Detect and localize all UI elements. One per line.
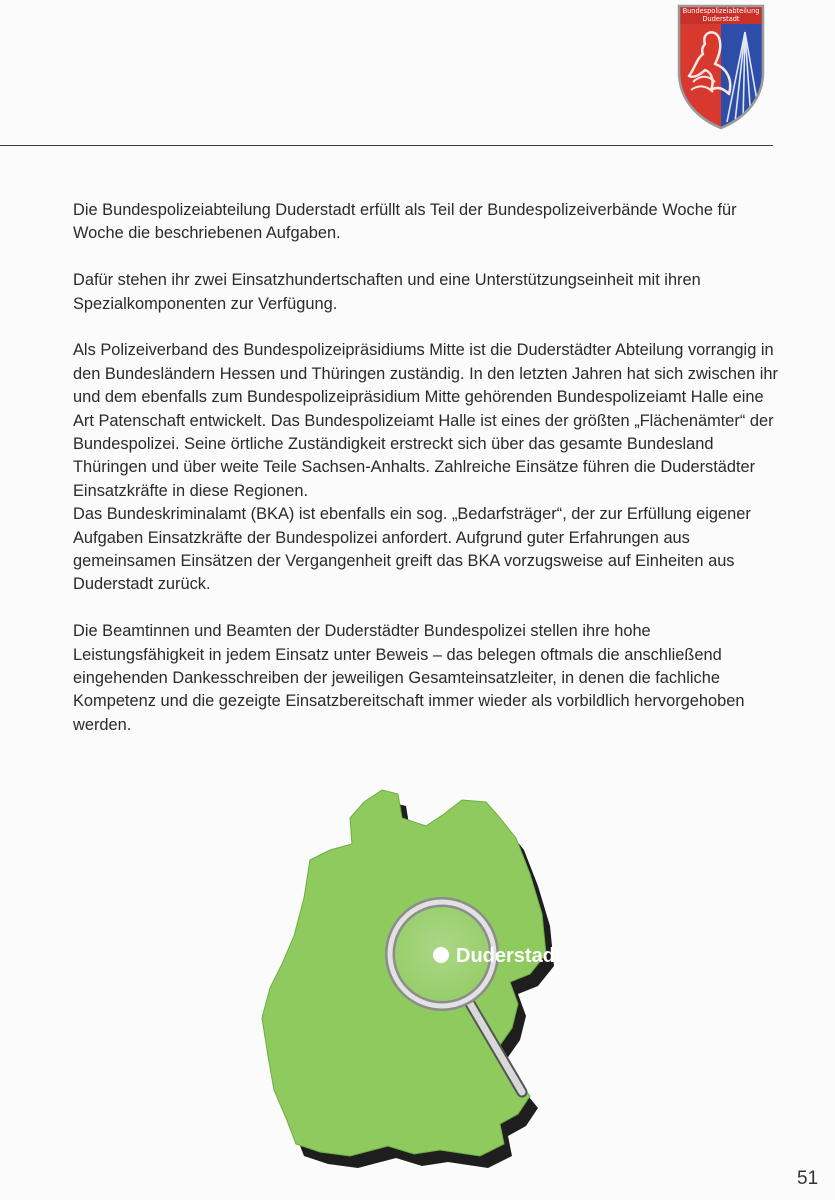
crest-line1: Bundespolizeiabteilung (682, 7, 760, 15)
paragraph: Das Bundeskriminalamt (BKA) ist ebenfalls ein sog. „Bedarfsträger“, der zur Erfüllung eigener Aufgaben Einsatzkräfte der Bundespolizei anfordert. Aufgrund guter Erfahrungen aus gemeinsamen Einsätzen der Vergangenheit greift das BKA vorzugsweise auf Einheiten aus Duderstadt zurück. (73, 505, 751, 594)
map-label: Duderstadt (456, 945, 562, 967)
crest-line2: Duderstadt (702, 15, 740, 23)
page-number: 51 (797, 1168, 819, 1189)
bundespolizei-crest-logo (675, 2, 767, 130)
paragraph: Als Polizeiverband des Bundespolizeipräsidiums Mitte ist die Duderstädter Abteilung vorrangig in den Bundesländern Hessen und Thüringen zuständig. In den letzten Jahren hat sich zwischen ihr und dem ebenfalls zum Bundespolizeipräsidium Mitte gehörenden Bundespolizeiamt Halle eine Art Patenschaft entwickelt. Das Bundespolizeiamt Halle ist eines der größten „Flächenämter“ der Bundespolizei. Seine örtliche Zuständigkeit erstreckt sich über das gesamte Bundesland Thüringen und über weite Teile Sachsen-Anhalts. Zahlreiche Einsätze führen die Duderstädter Einsatzkräfte in diese Regionen. (73, 341, 778, 500)
paragraph: Dafür stehen ihr zwei Einsatzhundertschaften und eine Unterstützungseinheit mit ihren Spezialkomponenten zur Verfügung. (73, 271, 701, 313)
body-text (73, 199, 783, 737)
duderstadt-marker (433, 947, 449, 963)
germany-map (200, 778, 640, 1178)
paragraph: Die Bundespolizeiabteilung Duderstadt erfüllt als Teil der Bundespolizeiverbände Woche für Woche die beschriebenen Aufgaben. (73, 201, 737, 243)
header-divider (0, 145, 773, 146)
paragraph: Die Beamtinnen und Beamten der Duderstädter Bundespolizei stellen ihre hohe Leistungsfähigkeit in jedem Einsatz unter Beweis – das belegen oftmals die anschließend eingehenden Dankesschreiben der jeweiligen Gesamteinsatzleiter, in denen die fachliche Kompetenz und die gezeigte Einsatzbereitschaft immer wieder als vorbildlich hervorgehoben werden. (73, 622, 745, 734)
